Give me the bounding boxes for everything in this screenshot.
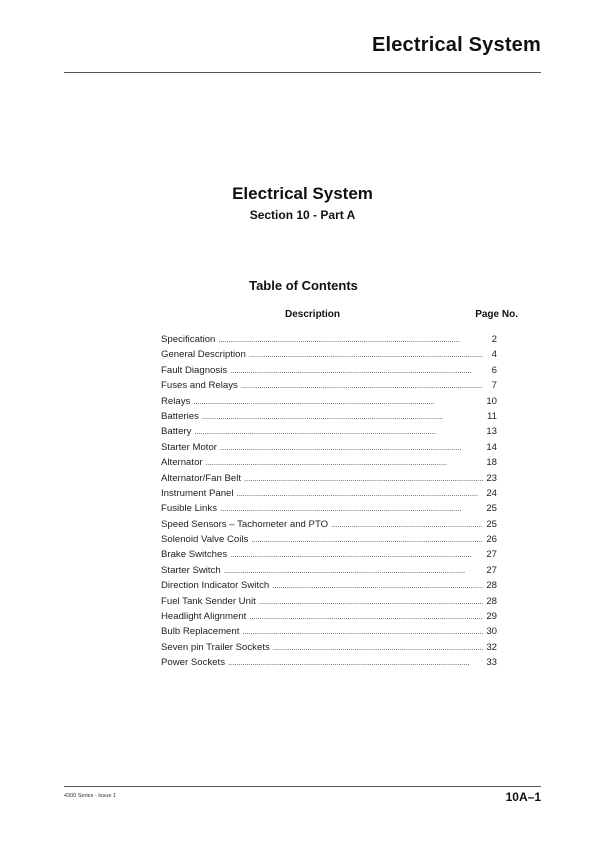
footer-divider <box>64 786 541 787</box>
toc-dot-leader <box>251 532 483 547</box>
toc-entry-page: 24 <box>486 487 497 499</box>
header-divider <box>64 72 541 73</box>
toc-entry-label: Fuses and Relays <box>161 380 238 392</box>
toc-dot-leader <box>228 655 483 670</box>
toc-entry[interactable] <box>161 517 497 532</box>
toc-dot-leader <box>237 486 483 501</box>
toc-entry[interactable] <box>161 347 497 362</box>
toc-entry-label: Direction Indicator Switch <box>161 580 270 592</box>
toc-entry-page: 6 <box>491 364 497 376</box>
toc-entry-page: 29 <box>486 611 497 623</box>
toc-entry[interactable] <box>161 378 497 393</box>
toc-entry-page: 23 <box>486 472 497 484</box>
footer-series: 4300 Series - Issue 1 <box>64 793 116 799</box>
toc-entry[interactable] <box>161 394 497 409</box>
toc-entry[interactable] <box>161 594 497 609</box>
footer-page-number: 10A–1 <box>505 790 541 804</box>
toc-entry[interactable] <box>161 624 497 639</box>
toc-entry[interactable] <box>161 486 497 501</box>
toc-entry-label: Bulb Replacement <box>161 626 240 638</box>
toc-dot-leader <box>249 347 483 362</box>
toc-entry-label: Power Sockets <box>161 657 225 669</box>
toc-entry[interactable] <box>161 440 497 455</box>
toc-dot-leader <box>224 563 483 578</box>
toc-entry[interactable] <box>161 563 497 578</box>
toc-entry[interactable] <box>161 609 497 624</box>
toc-entry-page: 28 <box>486 580 497 592</box>
toc-entry-page: 10 <box>486 395 497 407</box>
toc-entry-page: 28 <box>486 595 497 607</box>
toc-entry-label: Fuel Tank Sender Unit <box>161 595 256 607</box>
toc-entry-page: 27 <box>486 549 497 561</box>
document-title: Electrical System <box>232 184 373 203</box>
toc-entry[interactable] <box>161 471 497 486</box>
header-title: Electrical System <box>371 34 541 56</box>
toc-dot-leader <box>230 363 483 378</box>
toc-entry-label: Fault Diagnosis <box>161 364 228 376</box>
toc-entry[interactable] <box>161 424 497 439</box>
toc-entry[interactable] <box>161 532 497 547</box>
toc-entry-page: 2 <box>491 334 497 345</box>
toc-entry-page: 26 <box>486 534 497 546</box>
toc-entry[interactable] <box>161 455 497 470</box>
toc-entry[interactable] <box>161 363 497 378</box>
toc-entry-page: 4 <box>491 349 497 361</box>
toc-entry-page: 33 <box>486 657 497 669</box>
toc-dot-leader <box>241 378 483 393</box>
toc-dot-leader <box>273 640 483 655</box>
toc-entry-label: Speed Sensors – Tachometer and PTO <box>161 518 329 530</box>
toc-entry-label: Battery <box>161 426 192 438</box>
toc-dot-leader <box>230 547 483 562</box>
toc-entry-page: 25 <box>486 503 497 515</box>
toc-dot-leader <box>194 424 483 439</box>
toc-column-description: Description <box>285 309 341 320</box>
toc-entry-page: 32 <box>486 641 497 653</box>
toc-entry-label: Relays <box>161 395 191 407</box>
toc-dot-leader <box>193 394 483 409</box>
toc-dot-leader <box>259 594 483 609</box>
toc-entry-label: Fusible Links <box>161 503 217 515</box>
toc-column-page: Page No. <box>475 309 518 320</box>
toc-entry-page: 13 <box>486 426 497 438</box>
toc-dot-leader <box>272 578 483 593</box>
toc-entry-label: Solenoid Valve Coils <box>161 534 249 546</box>
toc-dot-leader <box>220 501 483 516</box>
toc-entry[interactable] <box>161 578 497 593</box>
toc-entry[interactable] <box>161 501 497 516</box>
toc-dot-leader <box>249 609 483 624</box>
toc-entry[interactable] <box>161 332 497 347</box>
toc-entry-label: General Description <box>161 349 246 361</box>
toc-entry[interactable] <box>161 409 497 424</box>
toc-entry-page: 7 <box>491 380 497 392</box>
toc-dot-leader <box>202 409 483 424</box>
toc-dot-leader <box>331 517 483 532</box>
toc-entry-label: Brake Switches <box>161 549 228 561</box>
toc-entry-label: Starter Motor <box>161 441 217 453</box>
toc-dot-leader <box>242 624 483 639</box>
toc-entry-label: Batteries <box>161 410 199 422</box>
document-subtitle: Section 10 - Part A <box>249 208 356 222</box>
toc-entry-label: Headlight Alignment <box>161 611 247 623</box>
toc-entry-label: Seven pin Trailer Sockets <box>161 641 270 653</box>
toc-entry-label: Alternator/Fan Belt <box>161 472 241 484</box>
toc-dot-leader <box>218 332 483 347</box>
toc-entry-page: 30 <box>486 626 497 638</box>
toc-entry-label: Starter Switch <box>161 564 221 576</box>
toc-entry-label: Specification <box>161 334 216 345</box>
toc-entry[interactable] <box>161 547 497 562</box>
toc-entry[interactable] <box>161 640 497 655</box>
toc-entry-page: 11 <box>487 410 497 422</box>
toc-entry[interactable] <box>161 655 497 670</box>
toc-entry-label: Instrument Panel <box>161 487 234 499</box>
toc-entry-page: 14 <box>486 441 497 453</box>
toc-entry-label: Alternator <box>161 457 203 469</box>
toc-dot-leader <box>244 471 483 486</box>
toc-heading: Table of Contents <box>249 278 358 293</box>
toc-dot-leader <box>206 455 483 470</box>
toc-entry-page: 27 <box>486 564 497 576</box>
toc-list <box>161 332 497 671</box>
toc-dot-leader <box>220 440 483 455</box>
toc-entry-page: 18 <box>486 457 497 469</box>
toc-entry-page: 25 <box>486 518 497 530</box>
